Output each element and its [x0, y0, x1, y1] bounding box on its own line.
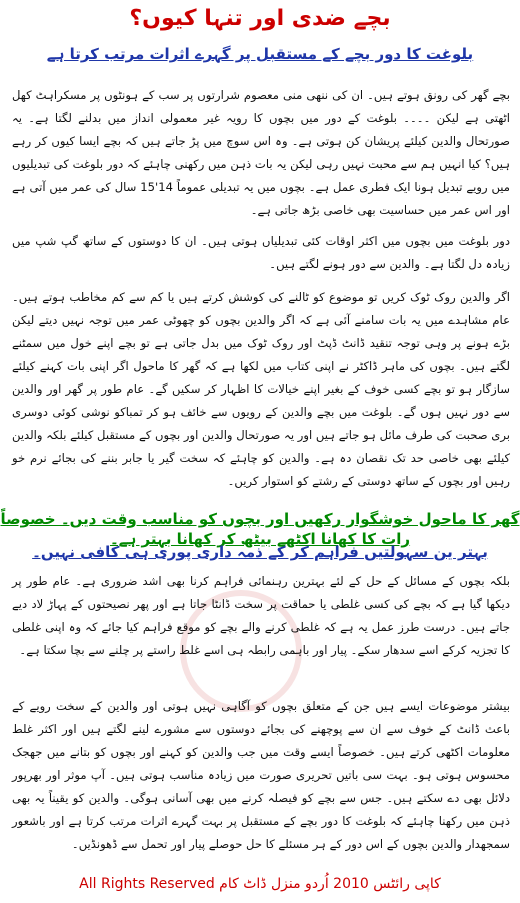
subtitle-facilities: بہتر ین سہولتیں فراہم کر کے ذمہ داری پوری ہی کافی نہیں۔: [32, 543, 488, 561]
paragraph-guidance: بلکہ بچوں کے مسائل کے حل کے لئے بہترین رہنمائی فراہم کرنا بھی اشد ضروری ہے۔ عام طور پر دیکھا گیا ہے کہ بچے کی کسی غلطی یا حماقت پر سخت ڈانٹا جاتا ہے اور پھر نصیحتوں کے پہاڑ لاد دیے جاتے ہیں۔ درست طرز عمل یہ ہے کہ غلطی کرنے والے بچے کو موقع فراہم کیا جائے کہ وہ اپنی غلطی کا تجزیہ کرکے اسے سدھار سکے۔ پیار اور باہمی رابطہ ہی اسے غلط راستے پر چلنے سے بچا سکتا ہے۔: [12, 574, 510, 657]
copyright-footer: کاپی رائٹس 2010 اُردو منزل ڈاٹ کام All Rights Reserved: [79, 876, 441, 892]
page-title: بچے ضدی اور تنہا کیوں؟: [129, 6, 391, 31]
paragraph-changes: دور بلوغت میں بچوں میں اکثر اوقات کئی تبدیلیاں ہوتی ہیں۔ ان کا دوستوں کے ساتھ گپ شپ میں زیادہ دل لگتا ہے۔ والدین سے دور ہونے لگتے ہیں۔: [12, 234, 510, 271]
paragraph-topics: بیشتر موضوعات ایسے ہیں جن کے متعلق بچوں کو آگاہی نہیں ہوتی اور والدین کے سخت رویے کے باعث ڈانٹ کے خوف سے ان سے پوچھنے کی بجائے دوستوں سے مشورے لینے لگتے ہیں اور اکثر غلط معلومات اکٹھی کرتے ہیں۔ خصوصاً ایسے وقت میں جب والدین کو کہنے اور بچوں کو بتانے میں جھجک محسوس ہوتی ہو۔ بہت سی باتیں تحریری صورت میں زیادہ مناسب ہوتی ہیں۔ آپ موثر اور بھرپور دلائل بھی دے سکتے ہیں۔ جس سے بچے کو فیصلہ کرنے میں بھی آسانی ہوگی۔ والدین کو یقیناً یہ بھی ذہن میں رکھنا چاہئے کہ بلوغت کا دور بچے کے مستقبل پر بہت گہرے اثرات مرتب کرتا ہے اور باشعور سمجھدار والدین بچوں کے اس دور کے ہر مسئلے کا حل حوصلے پیار اور تحمل سے ڈھونڈیں۔: [12, 699, 510, 851]
subtitle-home-environment: گھر کا ماحول خوشگوار رکھیں اور بچوں کو مناسب وقت دیں۔ خصوصاً رات کا کھانا اکٹھے بیٹھ کر کھانا بہتر ہے۔: [0, 510, 520, 548]
subtitle-puberty: بلوغت کا دور بچے کے مستقبل پر گہرے اثرات مرتب کرتا ہے: [46, 45, 474, 63]
paragraph-intro: بچے گھر کی رونق ہوتے ہیں۔ ان کی ننھی منی معصوم شرارتوں پر سب کے ہونٹوں پر مسکراہٹ کھل اٹھتی ہے لیکن ۔۔۔۔ بلوغت کے دور میں بچوں کا رویہ غیر معمولی انداز میں بدلنے لگتا ہے۔ یہ صورتحال والدین کیلئے پریشان کن ہوتی ہے۔ وہ اس سوچ میں پڑ جاتے ہیں کہ بچے ایسا کیوں کر رہے ہیں؟ کیا انہیں ہم سے محبت نہیں رہی لیکن یہ بات ذہن میں رکھنی چاہئے کہ دور بلوغت کی تبدیلیوں میں رویے تبدیل ہونا ایک فطری عمل ہے۔ بچوں میں یہ تبدیلی عموماً 14'15 سال کی عمر میں آتی ہے اور اس عمر میں حساسیت بھی خاصی بڑھ جاتی ہے۔: [12, 88, 511, 217]
paragraph-observations: اگر والدین روک ٹوک کریں تو موضوع کو ٹالنے کی کوشش کرتے ہیں یا کم سے کم مخاطب ہوتے ہیں۔ عام مشاہدے میں یہ بات سامنے آئی ہے کہ اگر والدین بچوں کو چھوٹی عمر میں توجہ نہیں دیتے لیکن بڑے ہونے پر وہی توجہ تنقید ڈانٹ ڈپٹ اور روک ٹوک میں بدل جاتی ہے تو بچے اپنے خول میں سمٹنے لگتے ہیں۔ بچوں کی ماہر ڈاکٹر نے اپنی کتاب میں لکھا ہے کہ گھر کا ماحول اگر اپنی بات کہنے کیلئے سازگار ہو تو بچے کسی خوف کے بغیر اپنے خیالات کا اظہار کر سکیں گے۔ عام طور پر گھر اور والدین سے دور نہیں ہوں گے۔ بلوغت میں بچے والدین کے رویوں سے خائف ہو کر تمباکو نوشی کوئی دوسری بری صحبت کی طرف مائل ہو جاتے ہیں اور یہ صورتحال والدین اور بچوں کے مستقبل کیلئے بلکہ والدین کیلئے بھی خاصی حد تک نقصان دہ ہے۔ والدین کو چاہئے کہ سخت گیر یا جابر بننے کی بجائے نرم خو رہیں اور بچوں کے ساتھ دوستی کے رشتے کو استوار کریں۔: [12, 290, 510, 488]
